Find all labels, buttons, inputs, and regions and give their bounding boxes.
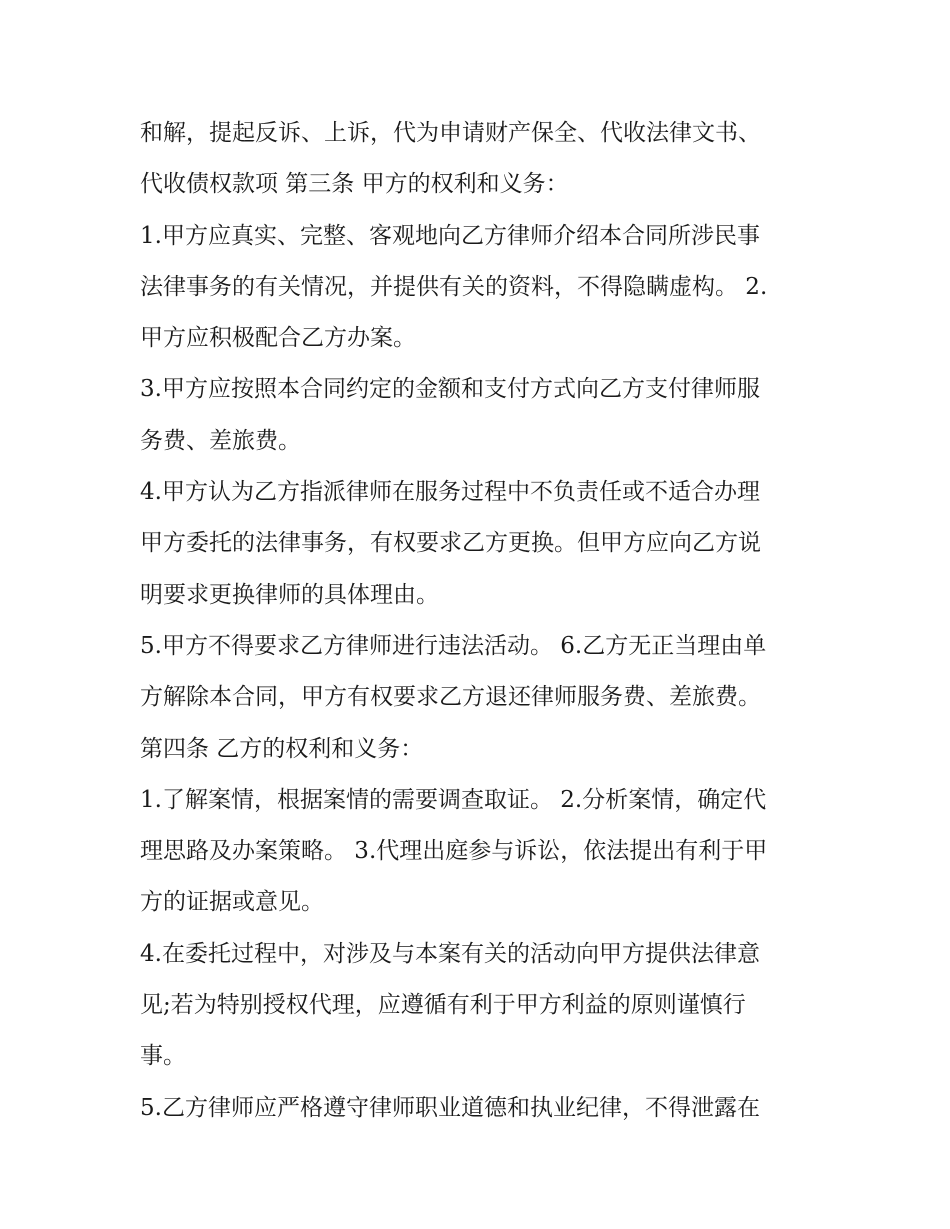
text-line: 甲方委托的法律事务，有权要求乙方更换。但甲方应向乙方说: [140, 530, 761, 557]
text-line: 和解，提起反诉、上诉，代为申请财产保全、代收法律文书、: [140, 120, 761, 146]
text-line: 法律事务的有关情况，并提供有关的资料，不得隐瞒虚构。 2.: [140, 273, 768, 300]
text-line: 代收债权款项 第三条 甲方的权利和义务：: [140, 171, 569, 198]
text-line: 见;若为特别授权代理，应遵循有利于甲方利益的原则谨慎行: [140, 992, 746, 1019]
text-line: 4.甲方认为乙方指派律师在服务过程中不负责任或不适合办理: [140, 479, 760, 506]
text-line: 明要求更换律师的具体理由。: [140, 581, 439, 608]
text-line: 5.乙方律师应严格遵守律师职业道德和执业纪律，不得泄露在: [140, 1094, 760, 1121]
text-line: 方的证据或意见。: [140, 889, 324, 916]
text-line: 3.甲方应按照本合同约定的金额和支付方式向乙方支付律师服: [140, 376, 760, 403]
text-line: 1.了解案情，根据案情的需要调查取证。 2.分析案情，确定代: [140, 786, 767, 813]
text-line: 理思路及办案策略。 3.代理出庭参与诉讼，依法提出有利于甲: [140, 838, 768, 865]
text-line: 甲方应积极配合乙方办案。: [140, 325, 416, 352]
text-line: 务费、差旅费。: [140, 427, 301, 454]
contract-text: [140, 108, 820, 1134]
text-line: 事。: [140, 1043, 186, 1070]
text-line: 第四条 乙方的权利和义务：: [140, 735, 424, 762]
text-line: 方解除本合同，甲方有权要求乙方退还律师服务费、差旅费。: [140, 684, 761, 711]
text-line: 1.甲方应真实、完整、客观地向乙方律师介绍本合同所涉民事: [140, 222, 760, 249]
text-line: 4.在委托过程中，对涉及与本案有关的活动向甲方提供法律意: [140, 940, 760, 967]
text-line: 5.甲方不得要求乙方律师进行违法活动。 6.乙方无正当理由单: [140, 632, 767, 659]
